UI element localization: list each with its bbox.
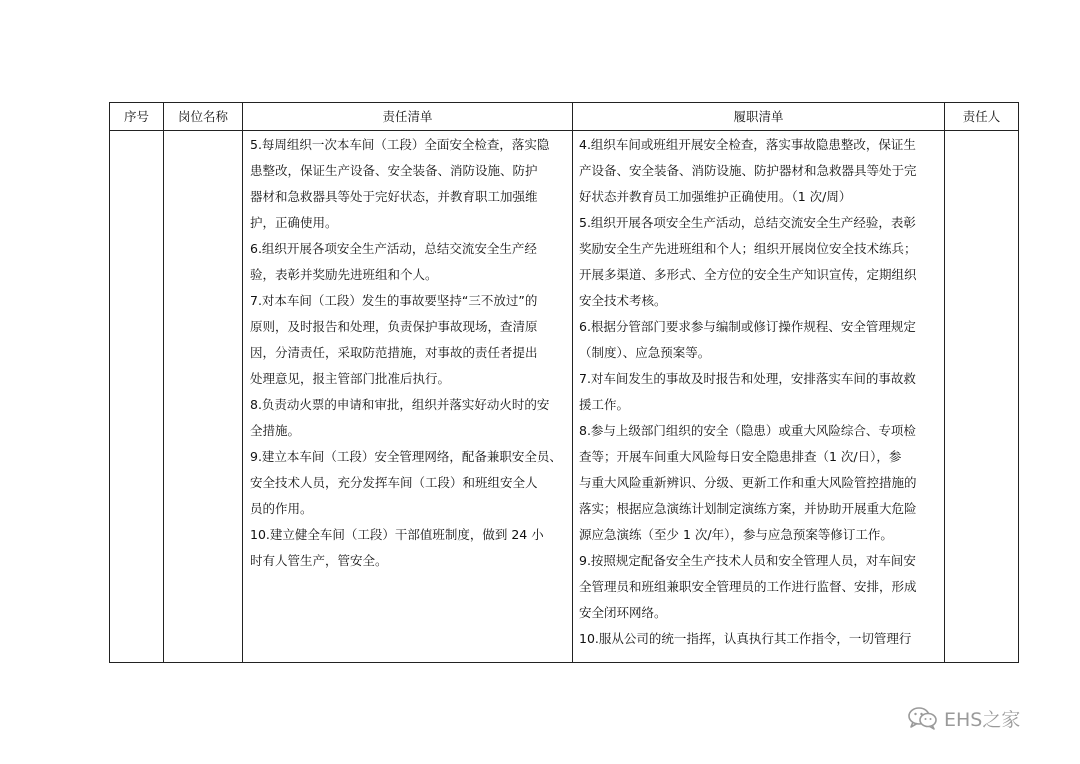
duty-line: 安全技术考核。 [579,293,667,308]
cell-position [164,132,242,662]
duty-line: 奖励安全生产先进班组和个人；组织开展岗位安全技术练兵； [579,241,917,256]
responsibility-line: 9.建立本车间（工段）安全管理网络，配备兼职安全员、 [250,449,562,464]
responsibility-line: 原则，及时报告和处理，负责保护事故现场，查清原 [250,319,538,334]
responsibility-line: 全措施。 [250,423,301,438]
responsibility-line: 患整改，保证生产设备、安全装备、消防设施、防护 [250,163,538,178]
duty-line: 9.按照规定配备安全生产技术人员和安全管理人员，对车间安 [579,553,916,568]
responsibility-line: 处理意见，报主管部门批准后执行。 [250,371,451,386]
responsibility-line: 7.对本车间（工段）发生的事故要坚持“三不放过”的 [250,293,538,308]
header-seq: 序号 [123,109,149,124]
cell-person [945,132,1018,662]
header-divider [110,130,1018,131]
responsibility-line: 10.建立健全车间（工段）干部值班制度，做到 24 小 [250,527,544,542]
duty-line: 10.服从公司的统一指挥，认真执行其工作指令，一切管理行 [579,631,912,646]
responsibility-line: 5.每周组织一次本车间（工段）全面安全检查，落实隐 [250,137,550,152]
duty-line: 产设备、安全装备、消防设施、防护器材和急救器具等处于完 [579,163,917,178]
cell-responsibility [250,132,568,662]
duty-line: 7.对车间发生的事故及时报告和处理，安排落实车间的事故救 [579,371,916,386]
responsibility-line: 8.负责动火票的申请和审批，组织并落实好动火时的安 [250,397,550,412]
duty-line: 4.组织车间或班组开展安全检查，落实事故隐患整改，保证生 [579,137,916,152]
duty-line: 落实；根据应急演练计划制定演练方案，并协助开展重大危险 [579,501,917,516]
duty-line: 6.根据分管部门要求参与编制或修订操作规程、安全管理规定 [579,319,916,334]
watermark [908,704,1020,732]
responsibility-line: 6.组织开展各项安全生产活动，总结交流安全生产经 [250,241,537,256]
responsibility-line: 时有人管生产，管安全。 [250,553,388,568]
duty-line: 5.组织开展各项安全生产活动，总结交流安全生产经验，表彰 [579,215,916,230]
duty-line: 开展多渠道、多形式、全方位的安全生产知识宣传，定期组织 [579,267,917,282]
header-responsibility: 责任清单 [382,109,433,124]
column-divider [242,103,243,662]
header-position: 岗位名称 [177,109,228,124]
duty-line: 源应急演练（至少 1 次/年），参与应急预案等修订工作。 [579,527,893,542]
responsibility-line: 因，分清责任，采取防范措施，对事故的责任者提出 [250,345,538,360]
duty-line: 与重大风险重新辨识、分级、更新工作和重大风险管控措施的 [579,475,917,490]
responsibility-line: 验，表彰并奖励先进班组和个人。 [250,267,438,282]
duty-line: 援工作。 [579,397,630,412]
cell-seq [110,132,163,662]
responsibility-table [109,102,1019,663]
duty-line: 安全闭环网络。 [579,605,667,620]
wechat-icon [908,706,938,730]
duty-line: 全管理员和班组兼职安全管理员的工作进行监督、安排，形成 [579,579,917,594]
header-duty: 履职清单 [733,109,784,124]
responsibility-line: 器材和急救器具等处于完好状态，并教育职工加强维 [250,189,538,204]
duty-line: 8.参与上级部门组织的安全（隐患）或重大风险综合、专项检 [579,423,916,438]
responsibility-line: 护，正确使用。 [250,215,338,230]
duty-line: 好状态并教育员工加强维护正确使用。（1 次/周） [579,189,852,204]
duty-line: 查等；开展车间重大风险每日安全隐患排查（1 次/日），参 [579,449,902,464]
responsibility-line: 安全技术人员，充分发挥车间（工段）和班组安全人 [250,475,538,490]
cell-duty [579,132,941,662]
column-divider [572,103,573,662]
watermark-text: EHS之家 [944,708,1021,731]
duty-line: （制度）、应急预案等。 [579,345,711,360]
header-person: 责任人 [962,109,1001,124]
responsibility-line: 员的作用。 [250,501,313,516]
